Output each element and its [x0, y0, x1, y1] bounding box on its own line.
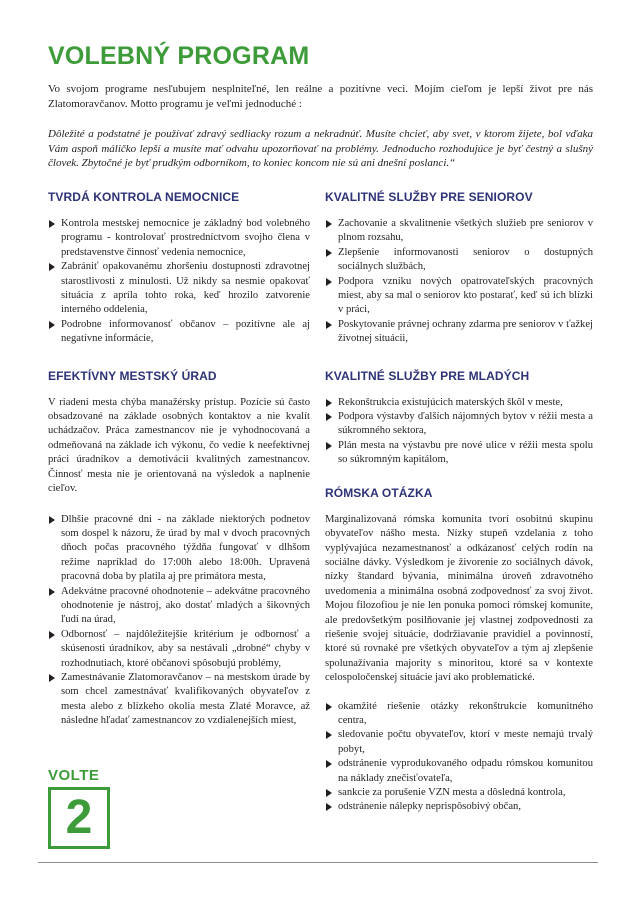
motto-paragraph: Dôležité a podstatné je používať zdravý sedliacky rozum a nekradnúť. Musíte chcieť, aby svet, v ktorom žijete, bol vďaka Vám aspoň máličko lepší a musíte mať odvahu upozorňovať na problémy. Jednoducho rozhodujúce je byť čestný a slušný človek. Zbytočné je byť prudkým odborníkom, to koniec koncom nie sú ani dnešní poslanci.“: [48, 128, 593, 170]
list-item: Podrobne informovanosť občanov – pozitívne ale aj negatívne informácie,: [48, 318, 310, 347]
list-item: odstránenie vyprodukovaného odpadu rómskou komunitou na náklady znečisťovateľa,: [325, 757, 593, 786]
section-roma: [325, 486, 593, 815]
footer-divider: [38, 862, 598, 863]
list-item: Zamestnávanie Zlatomoravčanov – na mestskom úrade by som chcel zamestnávať kvalifikovaných obyvateľov z mesta alebo z blízkeho okolia mesta Zlaté Moravce, až následne hľadať zamestnancov zo vzdialenejších miest,: [48, 671, 310, 729]
list-item: Rekonštrukcia existujúcich materských škôl v meste,: [325, 396, 593, 410]
list-item: Plán mesta na výstavbu pre nové ulice v réžii mesta spolu so súkromným kapitálom,: [325, 439, 593, 468]
page-title: VOLEBNÝ PROGRAM: [48, 42, 310, 70]
section-title: TVRDÁ KONTROLA NEMOCNICE: [48, 190, 240, 204]
list-item: Dlhšie pracovné dni - na základe niektorých podnetov som dospel k názoru, že úrad by mal v dvoch pracovných dňoch počas pracovného týždňa fungovať v dlhšom režime napríklad do 17:00h alebo 18:00h. Upravená pracovná doba by platila aj pre primátora mesta,: [48, 513, 310, 585]
right-column: [325, 190, 593, 815]
section-paragraph: V riadení mesta chýba manažérsky prístup. Pozície sú často obsadzované na základe osobných kontaktov a nie kvalít uchádzačov. Práca zamestnancov nie je vyhodnocovaná a odmeňovaná na základe ich výkonu, čo vedie k neefektívnej práci úradníkov a demotivácii kvalitných zamestnancov. Činnosť mesta nie je orientovaná na výsledok a naplnenie cieľov.: [48, 396, 310, 495]
vote-badge: [48, 768, 110, 849]
bullet-list: [48, 513, 310, 729]
section-hospital-control: [48, 190, 310, 347]
bullet-list: [325, 700, 593, 815]
bullet-list: [325, 396, 593, 468]
left-column: [48, 190, 310, 729]
list-item: Poskytovanie právnej ochrany zdarma pre seniorov v ťažkej životnej situácii,: [325, 318, 593, 347]
list-item: Odbornosť – najdôležitejšie kritérium je odbornosť a skúsenosti úradníkov, aby sa nestávali „drobné“ chyby v rozhodnutiach, ktoré občanovi spôsobujú problémy,: [48, 628, 310, 671]
bullet-list: [48, 217, 310, 347]
list-item: Zabrániť opakovanému zhoršeniu dostupnosti zdravotnej starostlivosti z minulosti. Už nikdy sa nesmie opakovať situácia z apríla tohto roka, keď hrozilo zatvorenie interného oddelenia,: [48, 260, 310, 318]
section-title: KVALITNÉ SLUŽBY PRE MLADÝCH: [325, 368, 530, 383]
section-title: KVALITNÉ SLUŽBY PRE SENIOROV: [325, 190, 533, 204]
list-item: sledovanie počtu obyvateľov, ktorí v meste nemajú trvalý pobyt,: [325, 728, 593, 757]
bullet-list: [325, 217, 593, 347]
candidate-number: 2: [48, 787, 110, 849]
list-item: Zachovanie a skvalitnenie všetkých služieb pre seniorov v plnom rozsahu,: [325, 217, 593, 246]
section-seniors: [325, 190, 593, 347]
list-item: odstránenie nálepky neprispôsobivý občan,: [325, 800, 593, 814]
section-title: EFEKTÍVNY MESTSKÝ ÚRAD: [48, 368, 217, 383]
list-item: okamžité riešenie otázky rekonštrukcie komunitného centra,: [325, 700, 593, 729]
list-item: Podpora vzniku nových opatrovateľských pracovných miest, aby sa mal o seniorov kto postarať, keď sú ich blízki v práci,: [325, 275, 593, 318]
list-item: Podpora výstavby ďalších nájomných bytov v réžii mesta a súkromného sektora,: [325, 410, 593, 439]
list-item: Zlepšenie informovanosti seniorov o dostupných sociálnych službách,: [325, 246, 593, 275]
list-item: sankcie za porušenie VZN mesta a dôsledná kontrola,: [325, 786, 593, 800]
section-young: [325, 369, 593, 468]
list-item: Adekvátne pracovné ohodnotenie – adekvátne pracovného ohodnotenie je nástroj, ako dostať mladých a šikovných ľudí na úrad,: [48, 585, 310, 628]
section-efficient-office: [48, 369, 310, 729]
section-title: RÓMSKA OTÁZKA: [325, 485, 433, 500]
intro-paragraph: Vo svojom programe nesľubujem nesplniteľné, len reálne a pozitívne veci. Mojím cieľom je lepší život pre nás Zlatomoravčanov. Motto programu je veľmi jednoduché :: [48, 83, 593, 110]
vote-label: VOLTE: [48, 767, 100, 784]
list-item: Kontrola mestskej nemocnice je základný bod volebného programu - kontrolovať prostredníctvom svojho člena v predstavenstve činnosť vedenia nemocnice,: [48, 217, 310, 260]
section-paragraph: Marginalizovaná rómska komunita tvorí osobitnú skupinu obyvateľov nášho mesta. Nízky stupeň vzdelania z toho vyplývajúca nezamestnanosť a odkázanosť celých rodín na sociálne dávky. Výsledkom je živorenie zo sociálnych dávok, nízky štandard bývania, minimálna úroveň zdravotného uvedomenia a minimálna osobná zodpovednosť za svoj život. Mojou filozofiou je nie len ponuka pomoci rómskej komunite, ale predovšetkým posilňovanie jej vlastnej zodpovednosti za riešenie svojej situácie, dodržiavanie pravidiel a povinností, ktoré sú rovnaké pre všetkých obyvateľov a tým aj zlepšenie spolunažívania majority s minoritou, ktoré sa v kontexte celospoločenskej situácie javí ako problematické.: [325, 513, 593, 684]
